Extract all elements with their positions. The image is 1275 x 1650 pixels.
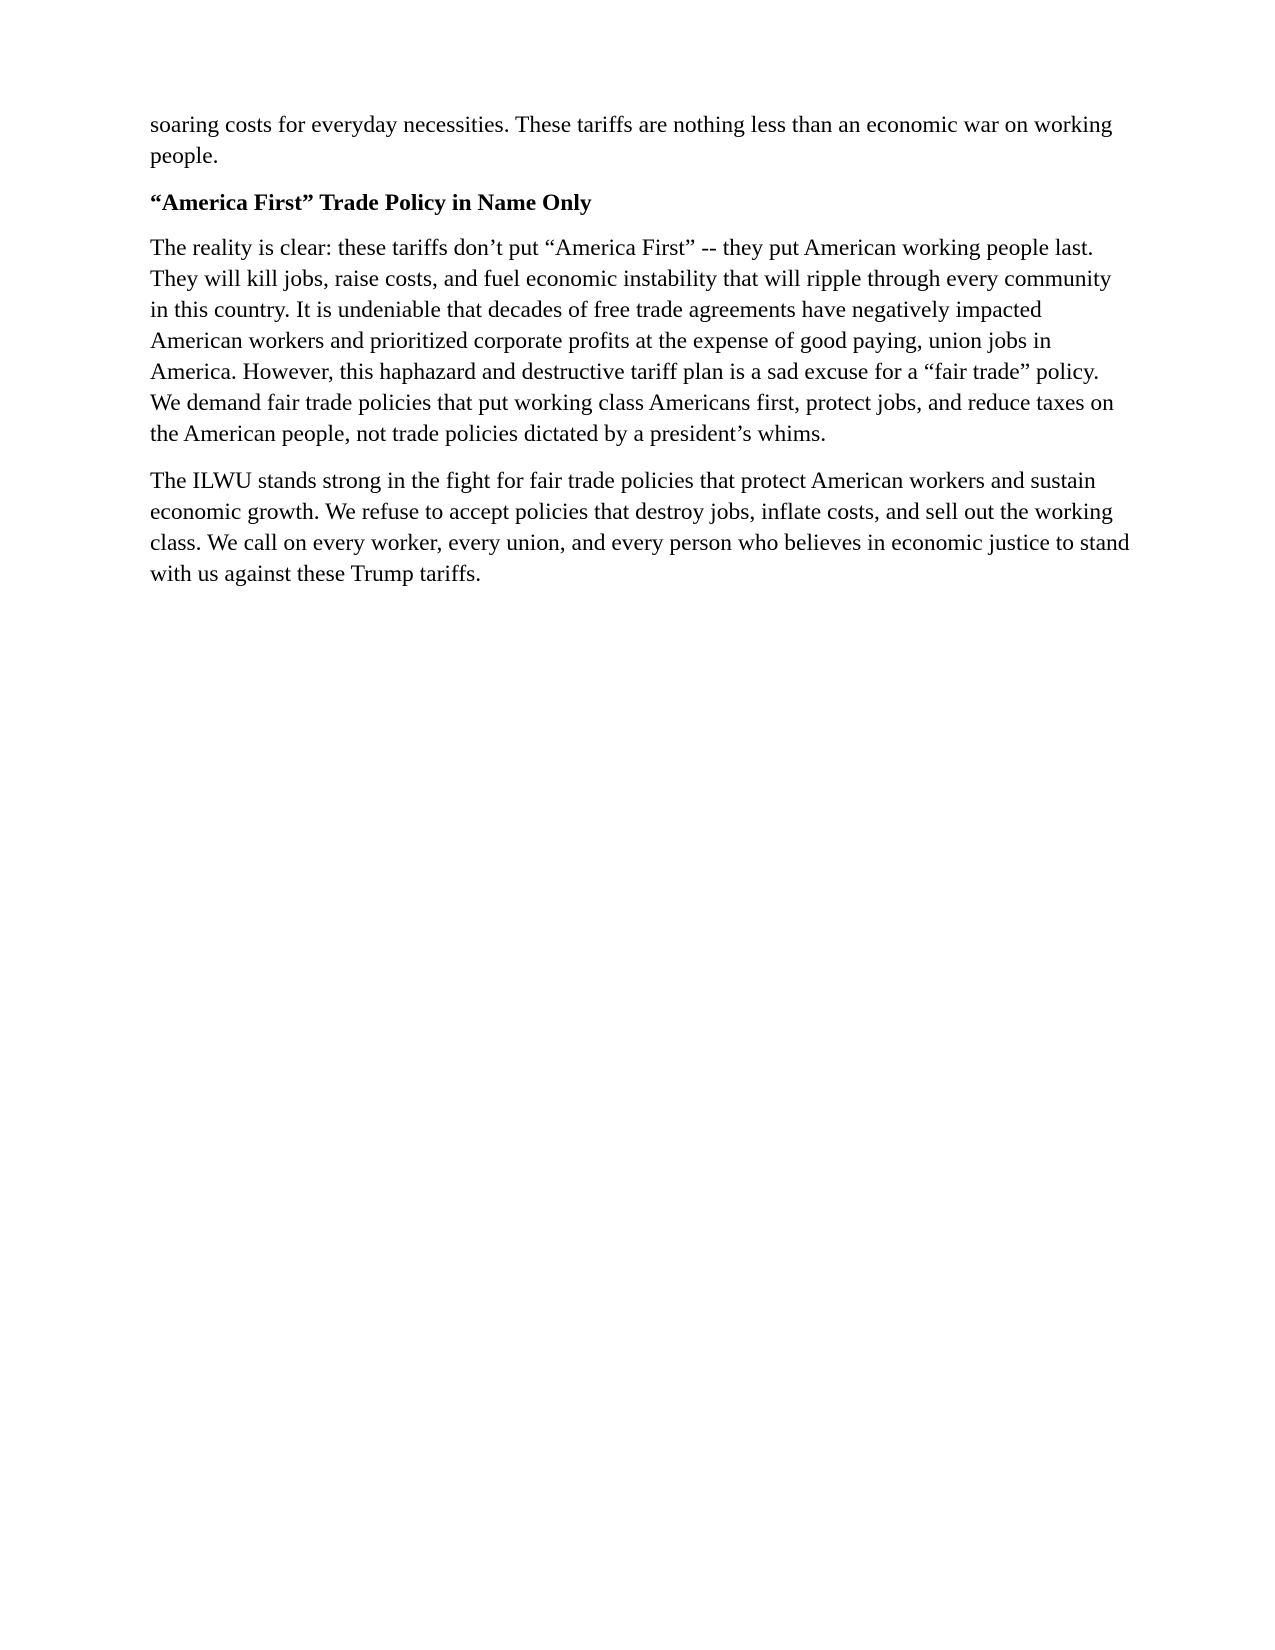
section-heading: “America First” Trade Policy in Name Only — [150, 190, 592, 216]
paragraph-continuation: soaring costs for everyday necessities. These tariffs are nothing less than an economic war on working people. — [150, 112, 1113, 169]
paragraph-reality: The reality is clear: these tariffs don’t put “America First” -- they put American working people last. They will kill jobs, raise costs, and fuel economic instability that will ripple through every community in this country. It is undeniable that decades of free trade agreements have negatively impacted American workers and prioritized corporate profits at the expense of good paying, union jobs in America. However, this haphazard and destructive tariff plan is a sad excuse for a “fair trade” policy. We demand fair trade policies that put working class Americans first, protect jobs, and reduce taxes on the American people, not trade policies dictated by a president’s whims. — [150, 235, 1114, 447]
paragraph-ilwu-stance: The ILWU stands strong in the fight for fair trade policies that protect American workers and sustain economic growth. We refuse to accept policies that destroy jobs, inflate costs, and sell out the working class. We call on every worker, every union, and every person who believes in economic justice to stand with us against these Trump tariffs. — [150, 468, 1130, 587]
document-body — [150, 110, 1135, 606]
